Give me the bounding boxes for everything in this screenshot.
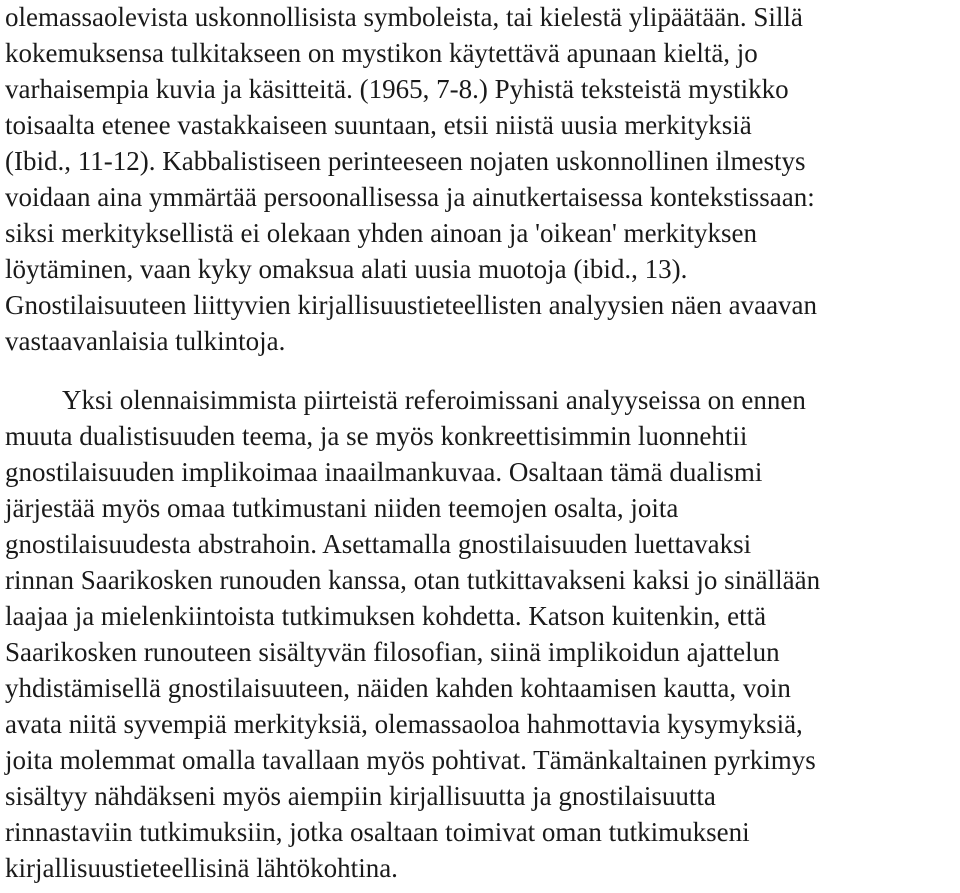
text-line: siksi merkityksellistä ei olekaan yhden ainoan ja 'oikean' merkityksen [5,218,758,248]
text-line: rinnastaviin tutkimuksiin, jotka osaltaan toimivat oman tutkimukseni [5,817,750,847]
text-line: Yksi olennaisimmista piirteistä referoimissani analyyseissa on ennen [62,385,806,415]
text-line: joita molemmat omalla tavallaan myös pohtivat. Tämänkaltainen pyrkimys [5,745,816,775]
text-line: muuta dualistisuuden teema, ja se myös konkreettisimmin luonnehtii [5,421,748,451]
text-line: olemassaolevista uskonnollisista symboleista, tai kielestä ylipäätään. Sillä [5,2,803,32]
text-line: gnostilaisuuden implikoimaa inaailmankuvaa. Osaltaan tämä dualismi [5,457,763,487]
text-line: rinnan Saarikosken runouden kanssa, otan tutkittavakseni kaksi jo sinällään [5,565,821,595]
text-line: kokemuksensa tulkitakseen on mystikon käytettävä apunaan kieltä, jo [5,38,758,68]
text-line: laajaa ja mielenkiintoista tutkimuksen kohdetta. Katson kuitenkin, että [5,601,767,631]
text-line: sisältyy nähdäkseni myös aiempiin kirjallisuutta ja gnostilaisuutta [5,781,716,811]
text-line: Saarikosken runouteen sisältyvän filosofian, siinä implikoidun ajattelun [5,637,780,667]
text-line: varhaisempia kuvia ja käsitteitä. (1965, 7-8.) Pyhistä teksteistä mystikko [5,74,789,104]
text-line: avata niitä syvempiä merkityksiä, olemassaoloa hahmottavia kysymyksiä, [5,709,803,739]
text-line: kirjallisuustieteellisinä lähtökohtina. [5,853,398,883]
text-line: löytäminen, vaan kyky omaksua alati uusia muotoja (ibid., 13). [5,254,688,284]
text-line: gnostilaisuudesta abstrahoin. Asettamalla gnostilaisuuden luettavaksi [5,529,752,559]
text-line: Gnostilaisuuteen liittyvien kirjallisuustieteellisten analyysien näen avaavan [5,290,818,320]
text-line: yhdistämisellä gnostilaisuuteen, näiden kahden kohtaamisen kautta, voin [5,673,791,703]
text-line: vastaavanlaisia tulkintoja. [5,326,286,356]
text-line: järjestää myös omaa tutkimustani niiden teemojen osalta, joita [5,493,679,523]
text-line: voidaan aina ymmärtää persoonallisessa ja ainutkertaisessa kontekstissaan: [5,182,815,212]
text-line: toisaalta etenee vastakkaiseen suuntaan, etsii niistä uusia merkityksiä [5,110,752,140]
text-line: (Ibid., 11-12). Kabbalistiseen perinteeseen nojaten uskonnollinen ilmestys [5,146,806,176]
